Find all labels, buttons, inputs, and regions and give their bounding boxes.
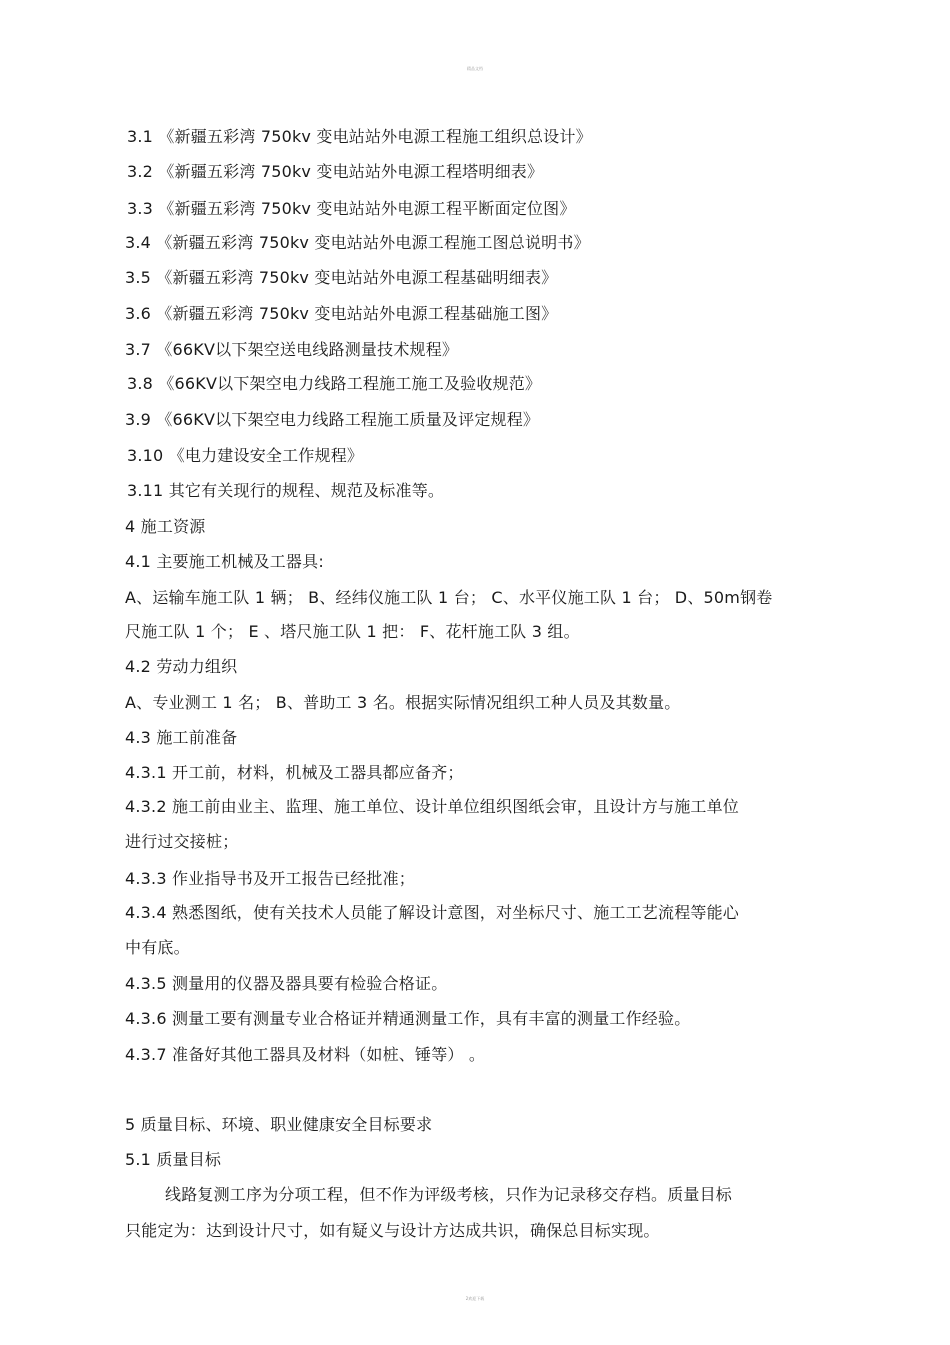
- subsection-heading: 4.2 劳动力组织: [125, 657, 238, 676]
- text-line: A、运输车施工队 1 辆； B、经纬仪施工队 1 台； C、水平仪施工队 1 台； D、50m钢卷: [125, 588, 773, 607]
- text-line: 4.3.2 施工前由业主、监理、施工单位、设计单位组织图纸会审，且设计方与施工单位: [125, 797, 739, 816]
- subsection-heading: 4.1 主要施工机械及工器具:: [125, 552, 324, 571]
- text-line: 3.8 《66KV以下架空电力线路工程施工施工及验收规范》: [127, 374, 542, 393]
- subsection-heading: 5.1 质量目标: [125, 1150, 222, 1169]
- paragraph-line: 线路复测工序为分项工程，但不作为评级考核，只作为记录移交存档。质量目标: [165, 1185, 733, 1204]
- text-line: 3.10 《电力建设安全工作规程》: [127, 446, 364, 465]
- text-line: 中有底。: [125, 938, 190, 957]
- text-line: 尺施工队 1 个； E 、塔尺施工队 1 把： F、花杆施工队 3 组。: [125, 622, 580, 641]
- text-line: 3.11 其它有关现行的规程、规范及标准等。: [127, 481, 445, 500]
- section-heading: 5 质量目标、环境、职业健康安全目标要求: [125, 1115, 433, 1134]
- subsection-heading: 4.3 施工前准备: [125, 728, 238, 747]
- text-line: 3.2 《新疆五彩湾 750kv 变电站站外电源工程塔明细表》: [127, 162, 544, 181]
- section-heading: 4 施工资源: [125, 517, 206, 536]
- text-line: 3.7 《66KV以下架空送电线路测量技术规程》: [125, 340, 459, 359]
- text-line: 3.5 《新疆五彩湾 750kv 变电站站外电源工程基础明细表》: [125, 268, 558, 287]
- text-line: 4.3.1 开工前，材料，机械及工器具都应备齐；: [125, 763, 464, 782]
- paragraph-line: 只能定为：达到设计尺寸，如有疑义与设计方达成共识，确保总目标实现。: [125, 1221, 660, 1240]
- header-watermark: 精品文档: [467, 66, 483, 71]
- text-line: 4.3.3 作业指导书及开工报告已经批准；: [125, 869, 415, 888]
- text-line: A、专业测工 1 名； B、普助工 3 名。根据实际情况组织工种人员及其数量。: [125, 693, 681, 712]
- footer-page-mark: 2欢迎下载: [465, 1296, 485, 1301]
- text-line: 4.3.7 准备好其他工器具及材料（如桩、锤等） 。: [125, 1045, 486, 1064]
- text-line: 3.9 《66KV以下架空电力线路工程施工质量及评定规程》: [125, 410, 540, 429]
- text-line: 3.1 《新疆五彩湾 750kv 变电站站外电源工程施工组织总设计》: [127, 127, 592, 146]
- text-line: 4.3.6 测量工要有测量专业合格证并精通测量工作，具有丰富的测量工作经验。: [125, 1009, 691, 1028]
- text-line: 3.4 《新疆五彩湾 750kv 变电站站外电源工程施工图总说明书》: [125, 233, 590, 252]
- text-line: 4.3.4 熟悉图纸，使有关技术人员能了解设计意图，对坐标尺寸、施工工艺流程等能心: [125, 903, 739, 922]
- text-line: 4.3.5 测量用的仪器及器具要有检验合格证。: [125, 974, 448, 993]
- text-line: 3.3 《新疆五彩湾 750kv 变电站站外电源工程平断面定位图》: [127, 199, 576, 218]
- text-line: 3.6 《新疆五彩湾 750kv 变电站站外电源工程基础施工图》: [125, 304, 558, 323]
- text-line: 进行过交接桩；: [125, 832, 239, 851]
